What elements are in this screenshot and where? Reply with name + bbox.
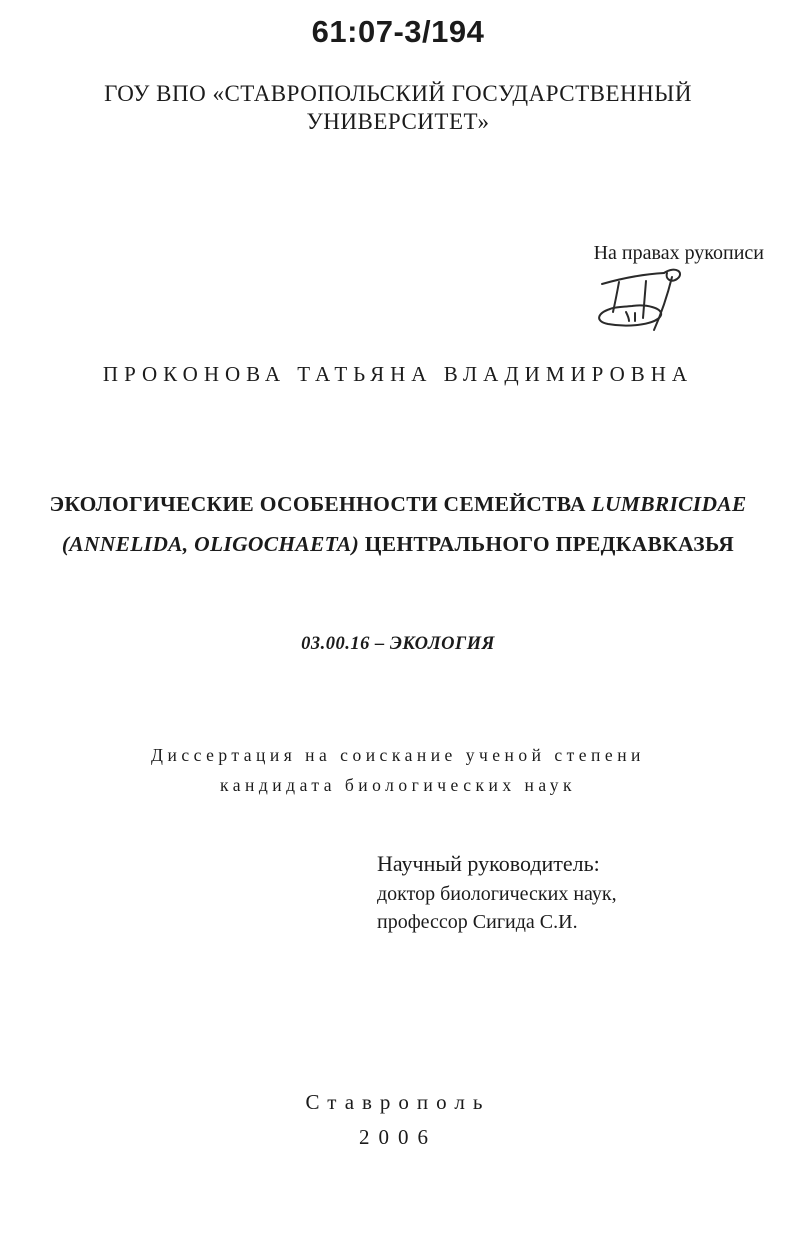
dissertation-title xyxy=(0,484,796,564)
dissertation-statement-line2: кандидата биологических наук xyxy=(220,775,576,795)
city: Ставрополь xyxy=(305,1090,491,1114)
supervisor-degree: доктор биологических наук, xyxy=(377,883,617,905)
title-line1-regular: ЭКОЛОГИЧЕСКИЕ ОСОБЕННОСТИ СЕМЕЙСТВА xyxy=(49,492,592,516)
dissertation-statement-line1: Диссертация на соискание ученой степени xyxy=(151,745,645,765)
university-name-line2: УНИВЕРСИТЕТ» xyxy=(306,109,490,134)
handwritten-signature-icon xyxy=(588,260,690,340)
year: 2006 xyxy=(359,1125,437,1149)
title-line1-latin: LUMBRICIDAE xyxy=(591,492,747,516)
supervisor-name: профессор Сигида С.И. xyxy=(377,911,578,933)
dissertation-title-line1 xyxy=(0,484,796,524)
dissertation-title-line2 xyxy=(0,524,796,564)
university-name-line1: ГОУ ВПО «СТАВРОПОЛЬСКИЙ ГОСУДАРСТВЕННЫЙ xyxy=(104,81,692,106)
dissertation-statement xyxy=(0,740,796,800)
author-name: ПРОКОНОВА ТАТЬЯНА ВЛАДИМИРОВНА xyxy=(102,362,694,386)
specialty-code: 03.00.16 – ЭКОЛОГИЯ xyxy=(301,634,495,654)
catalog-number: 61:07-3/194 xyxy=(311,14,485,49)
supervisor-heading: Научный руководитель: xyxy=(377,851,600,876)
manuscript-rights-note: На правах рукописи xyxy=(593,242,764,264)
university-name xyxy=(0,80,796,136)
title-line2-latin: (ANNELIDA, OLIGOCHAETA) xyxy=(61,532,360,556)
supervisor-block xyxy=(377,850,617,936)
title-line2-regular: ЦЕНТРАЛЬНОГО ПРЕДКАВКАЗЬЯ xyxy=(359,532,735,556)
